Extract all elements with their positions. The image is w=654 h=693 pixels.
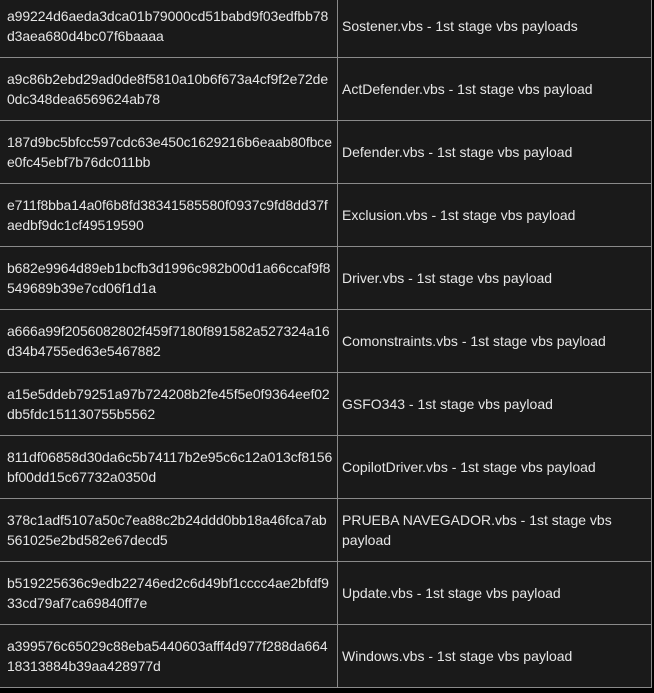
description-cell: Driver.vbs - 1st stage vbs payload	[338, 247, 652, 310]
hash-cell: 187d9bc5bfcc597cdc63e450c1629216b6eaab80fbcee0fc45ebf7b76dc011bb	[0, 121, 338, 184]
description-cell: Comonstraints.vbs - 1st stage vbs payload	[338, 310, 652, 373]
table-row	[0, 247, 652, 310]
description-cell: CopilotDriver.vbs - 1st stage vbs payload	[338, 436, 652, 499]
table-row	[0, 121, 652, 184]
hash-cell: a666a99f2056082802f459f7180f891582a527324a16d34b4755ed63e5467882	[0, 310, 338, 373]
table-row	[0, 373, 652, 436]
description-cell: Windows.vbs - 1st stage vbs payload	[338, 625, 652, 688]
table-row	[0, 0, 652, 58]
hash-cell: a99224d6aeda3dca01b79000cd51babd9f03edfbb78d3aea680d4bc07f6baaaa	[0, 0, 338, 58]
hash-cell: e711f8bba14a0f6b8fd38341585580f0937c9fd8dd37faedbf9dc1cf49519590	[0, 184, 338, 247]
hash-cell: 378c1adf5107a50c7ea88c2b24ddd0bb18a46fca7ab561025e2bd582e67decd5	[0, 499, 338, 562]
hash-cell: a15e5ddeb79251a97b724208b2fe45f5e0f9364eef02db5fdc151130755b5562	[0, 373, 338, 436]
table-row	[0, 58, 652, 121]
description-cell: GSFO343 - 1st stage vbs payload	[338, 373, 652, 436]
hash-cell: b682e9964d89eb1bcfb3d1996c982b00d1a66ccaf9f8549689b39e7cd06f1d1a	[0, 247, 338, 310]
hash-cell: 811df06858d30da6c5b74117b2e95c6c12a013cf8156bf00dd15c67732a0350d	[0, 436, 338, 499]
table-row	[0, 625, 652, 688]
description-cell: PRUEBA NAVEGADOR.vbs - 1st stage vbs payload	[338, 499, 652, 562]
table-row	[0, 436, 652, 499]
description-cell: Update.vbs - 1st stage vbs payload	[338, 562, 652, 625]
description-cell: Exclusion.vbs - 1st stage vbs payload	[338, 184, 652, 247]
table-row	[0, 310, 652, 373]
hash-cell: a399576c65029c88eba5440603afff4d977f288da66418313884b39aa428977d	[0, 625, 338, 688]
hash-cell: b519225636c9edb22746ed2c6d49bf1cccc4ae2bfdf933cd79af7ca69840ff7e	[0, 562, 338, 625]
table-row	[0, 184, 652, 247]
description-cell: ActDefender.vbs - 1st stage vbs payload	[338, 58, 652, 121]
table-row	[0, 499, 652, 562]
description-cell: Sostener.vbs - 1st stage vbs payloads	[338, 0, 652, 58]
hash-cell: a9c86b2ebd29ad0de8f5810a10b6f673a4cf9f2e72de0dc348dea6569624ab78	[0, 58, 338, 121]
table-row	[0, 562, 652, 625]
description-cell: Defender.vbs - 1st stage vbs payload	[338, 121, 652, 184]
